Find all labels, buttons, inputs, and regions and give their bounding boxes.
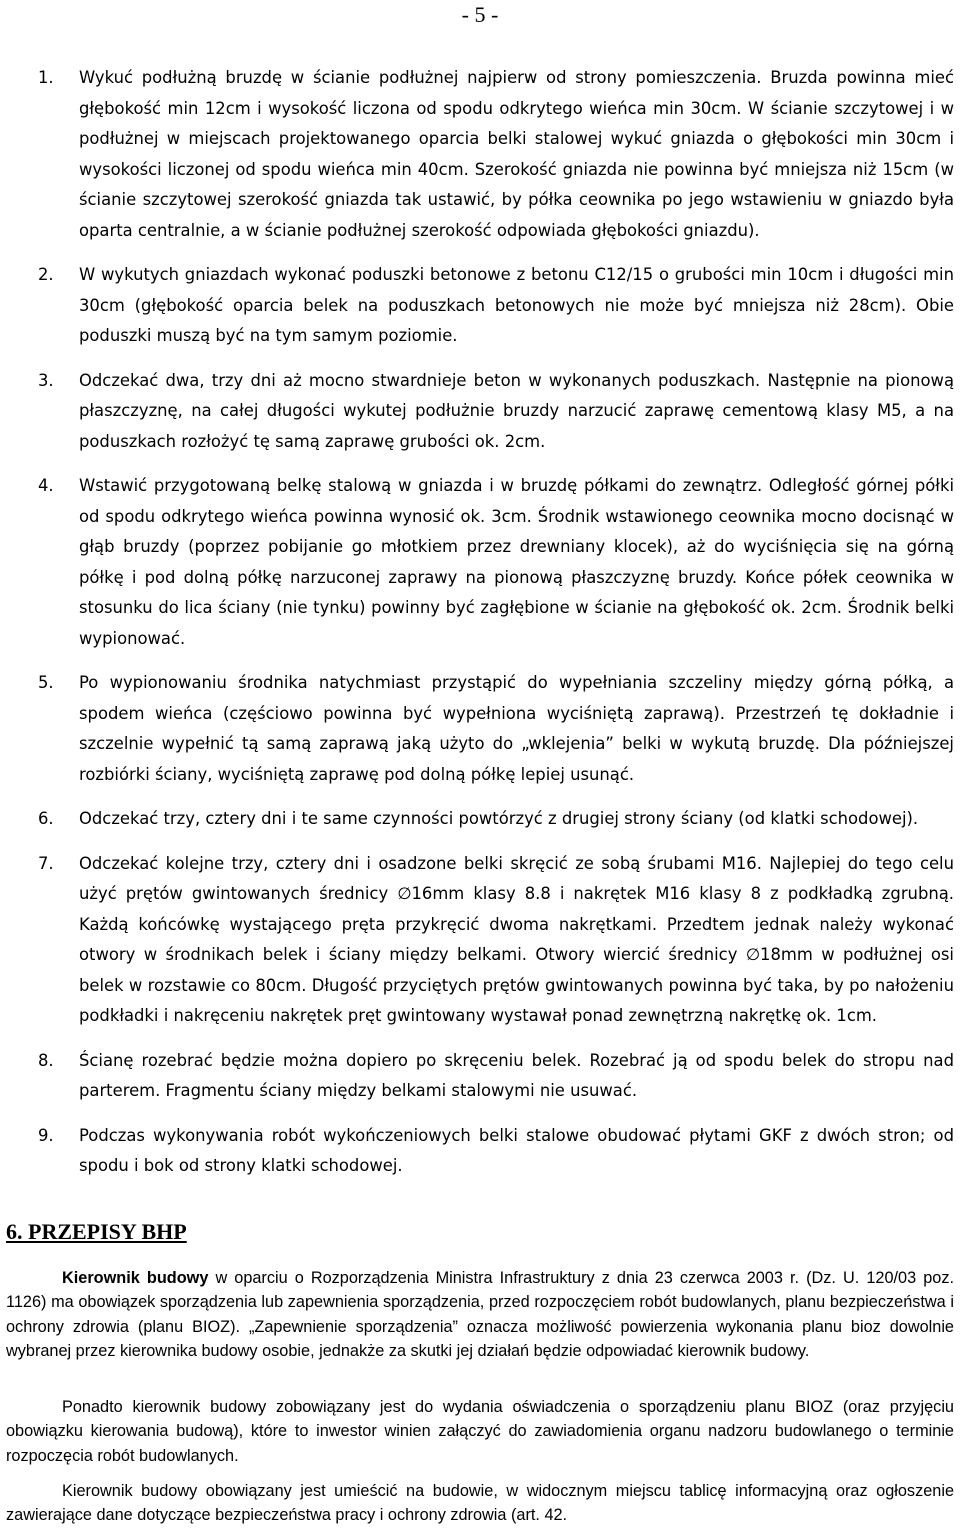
item-text: Wstawić przygotowaną belkę stalową w gniazda i w bruzdę półkami do zewnątrz. Odległość górnej półki od spodu odkrytego wieńca powinna wynosić ok. 3cm. Środnik wstawionego ceownika mocno docisnąć w głąb bruzdy (poprzez pobijanie go młotkiem przez drewniany klocek), aż do wyciśnięcia się na górną półkę i pod dolną półkę narzuconej zaprawy na pionową płaszczyznę bruzdy. Końce półek ceownika w stosunku do lica ściany (nie tynku) powinny być zagłębione w ścianie na głębokość ok. 2cm. Środnik belki wypionować.: [79, 476, 954, 648]
item-number: 7.: [38, 853, 54, 873]
item-number: 5.: [38, 673, 54, 692]
list-item: [0, 260, 960, 352]
list-item: [0, 1046, 960, 1107]
item-text: Odczekać trzy, cztery dni i te same czynności powtórzyć z drugiej strony ściany (od klatki schodowej).: [79, 809, 919, 828]
item-text: Po wypionowaniu środnika natychmiast przystąpić do wypełniania szczeliny między górną półką, a spodem wieńca (częściowo powinna być wypełniona wyciśniętą zaprawą). Przestrzeń tę dokładnie i szczelnie wypełnić tą samą zaprawą jaką użyto do „wklejenia” belki w wykutą bruzdę. Dla późniejszej rozbiórki ściany, wyciśniętą zaprawę pod dolną półkę lepiej usunąć.: [79, 673, 954, 784]
item-number: 6.: [38, 809, 54, 828]
list-item: [0, 804, 960, 835]
item-text: Podczas wykonywania robót wykończeniowych belki stalowe obudować płytami GKF z dwóch stron; od spodu i bok od strony klatki schodowej.: [79, 1125, 954, 1175]
item-number: 2.: [38, 265, 54, 284]
item-number: 8.: [38, 1050, 54, 1070]
procedure-list: [0, 63, 960, 1196]
bhp-paragraph-3: Kierownik budowy obowiązany jest umieścić na budowie, w widocznym miejscu tablicę informacyjną oraz ogłoszenie zawierające dane dotyczące bezpieczeństwa pracy i ochrony zdrowia (art. 42.: [6, 1482, 954, 1525]
list-item: [0, 1121, 960, 1182]
item-number: 4.: [38, 476, 54, 495]
item-number: 9.: [38, 1125, 54, 1145]
item-text: Ścianę rozebrać będzie można dopiero po skręceniu belek. Rozebrać ją od spodu belek do stropu nad parterem. Fragmentu ściany między belkami stalowymi nie usuwać.: [79, 1050, 954, 1100]
list-item: [0, 668, 960, 790]
list-item: [0, 471, 960, 654]
list-item: [0, 849, 960, 1032]
section-title: 6. PRZEPISY BHP: [6, 1219, 187, 1244]
item-number: 1.: [38, 68, 54, 87]
item-text: Odczekać dwa, trzy dni aż mocno stwardnieje beton w wykonanych poduszkach. Następnie na pionową płaszczyznę, na całej długości wykutej podłużnie bruzdy narzucić zaprawę cementową klasy M5, a na poduszkach rozłożyć tę samą zaprawę grubości ok. 2cm.: [79, 370, 954, 451]
paragraph-text: w oparciu o Rozporządzenia Ministra Infrastruktury z dnia 23 czerwca 2003 r. (Dz. U. 120/03 poz. 1126) ma obowiązek sporządzenia lub zapewnienia sporządzenia, przed rozpoczęciem robót budowlanych, planu bezpieczeństwa i ochrony zdrowia (planu BIOZ). „Zapewnienie sporządzenia” oznacza możliwość powierzenia wykonania planu bioz dowolnie wybranej przez kierownika budowy osobie, jednakże za skutki jej działań będzie odpowiadać kierownik budowy.: [6, 1269, 954, 1361]
bold-lead: Kierownik budowy: [62, 1269, 209, 1287]
item-text: Wykuć podłużną bruzdę w ścianie podłużnej najpierw od strony pomieszczenia. Bruzda powinna mieć głębokość min 12cm i wysokość liczona od spodu odkrytego wieńca min 30cm. W ścianie szczytowej i w podłużnej w miejscach projektowanego oparcia belki stalowej wykuć gniazda o głębokości min 30cm i wysokości liczonej od spodu wieńca min 40cm. Szerokość gniazda nie powinna być mniejsza niż 15cm (w ścianie szczytowej szerokość gniazda tak ustawić, by półka ceownika po jego wstawieniu w gniazdo była oparta centralnie, a w ścianie podłużnej szerokość odpowiada głębokości gniazdu).: [79, 68, 954, 240]
item-text: W wykutych gniazdach wykonać poduszki betonowe z betonu C12/15 o grubości min 10cm i długości min 30cm (głębokość oparcia belek na poduszkach betonowych nie może być mniejsza niż 28cm). Obie poduszki muszą być na tym samym poziomie.: [79, 265, 954, 345]
bhp-paragraph-2: Ponadto kierownik budowy zobowiązany jest do wydania oświadczenia o sporządzeniu planu BIOZ (oraz przyjęciu obowiązku kierowania budową), które to inwestor winien załączyć do zawiadomienia organu nadzoru budowlanego o terminie rozpoczęcia robót budowlanych.: [6, 1398, 954, 1465]
list-item: [0, 63, 960, 246]
item-text: Odczekać kolejne trzy, cztery dni i osadzone belki skręcić ze sobą śrubami M16. Najlepiej do tego celu użyć prętów gwintowanych średnicy ∅16mm klasy 8.8 i nakrętek M16 klasy 8 z podkładką zgrubną. Każdą końcówkę wystającego pręta przykręcić dwoma nakrętkami. Przedtem jednak należy wykonać otwory w środnikach belek i ściany między belkami. Otwory wiercić średnicy ∅18mm w podłużnej osi belek w rozstawie co 80cm. Długość przyciętych prętów gwintowanych powinna być taka, by po nałożeniu podkładki i nakręceniu nakrętek pręt gwintowany wystawał ponad zewnętrzną nakrętkę ok. 1cm.: [79, 853, 954, 1025]
list-item: [0, 366, 960, 458]
bhp-paragraph-1: [6, 1266, 954, 1364]
page-number: - 5 -: [461, 2, 499, 27]
item-number: 3.: [38, 370, 54, 390]
